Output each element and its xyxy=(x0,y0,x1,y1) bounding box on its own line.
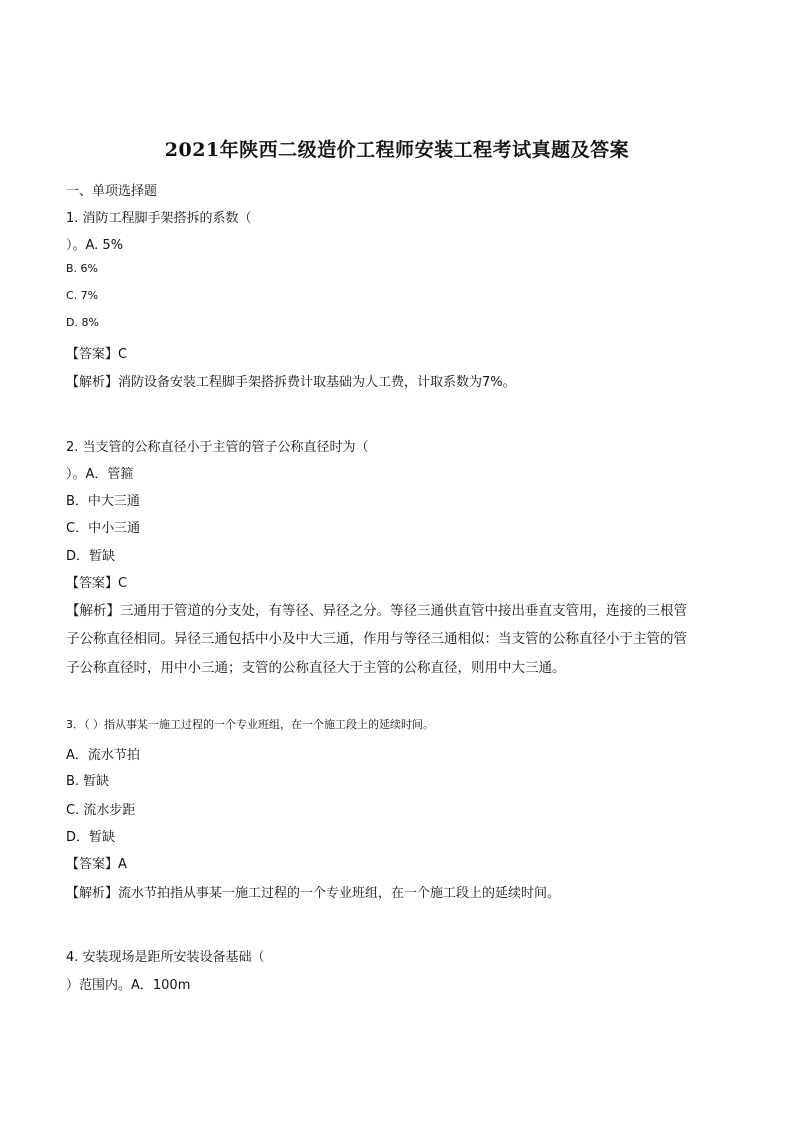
question-2-analysis-line-1: 【解析】三通用于管道的分支处，有等径、异径之分。等径三通供直管中接出垂直支管用，连接的三根管 xyxy=(66,603,687,619)
section-heading: 一、单项选择题 xyxy=(66,184,158,199)
question-4-stem-cont: ）范围内。A．100m xyxy=(66,978,191,993)
question-1-stem: 1. 消防工程脚手架搭拆的系数（ xyxy=(66,211,252,226)
question-4-stem: 4. 安装现场是距所安装设备基础（ xyxy=(66,950,265,965)
question-2-answer: 【答案】C xyxy=(66,576,128,591)
question-1-answer: 【答案】C xyxy=(66,347,128,362)
question-3-option-d: D．暂缺 xyxy=(66,830,116,845)
question-2-option-c: C．中小三通 xyxy=(66,521,141,536)
question-3-answer: 【答案】A xyxy=(66,857,127,872)
question-3-analysis: 【解析】流水节拍指从事某一施工过程的一个专业班组，在一个施工段上的延续时间。 xyxy=(66,886,561,901)
question-1-analysis: 【解析】消防设备安装工程脚手架搭拆费计取基础为人工费，计取系数为7%。 xyxy=(66,375,516,390)
question-1-option-b: B. 6% xyxy=(66,262,98,275)
question-3-option-c: C. 流水步距 xyxy=(66,803,136,818)
question-3-option-a: A．流水节拍 xyxy=(66,748,140,763)
question-2-analysis-line-2: 子公称直径相同。异径三通包括中小及中大三通，作用与等径三通相似：当支管的公称直径小于主管的管 xyxy=(66,631,687,647)
question-3-option-b: B. 暂缺 xyxy=(66,774,110,789)
question-1-option-d: D. 8% xyxy=(66,316,99,329)
question-1-stem-cont: ）。A. 5% xyxy=(66,238,124,253)
question-3-stem: 3．（ ）指从事某一施工过程的一个专业班组，在一个施工段上的延续时间。 xyxy=(66,718,434,731)
question-2-option-b: B．中大三通 xyxy=(66,494,140,509)
question-1-option-c: C. 7% xyxy=(66,289,99,302)
document-title: 2021年陕西二级造价工程师安装工程考试真题及答案 xyxy=(164,139,630,161)
question-2-option-d: D．暂缺 xyxy=(66,549,116,564)
question-2-analysis-line-3: 子公称直径时，用中小三通；支管的公称直径大于主管的公称直径，则用中大三通。 xyxy=(66,660,566,676)
question-2-stem: 2. 当支管的公称直径小于主管的管子公称直径时为（ xyxy=(66,440,369,455)
question-2-stem-cont: ）。A．管箍 xyxy=(66,467,134,482)
